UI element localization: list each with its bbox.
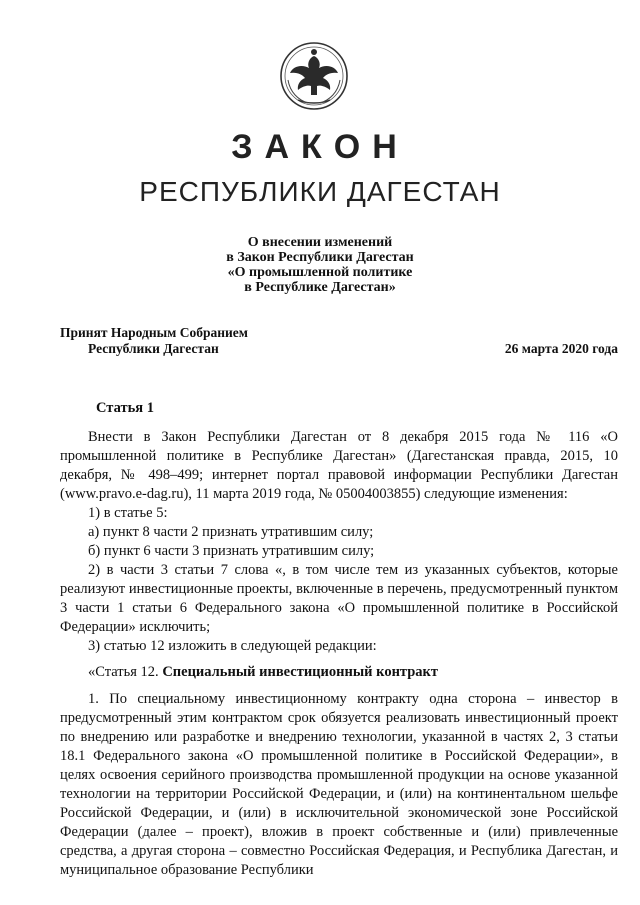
subject-line: в Закон Республики Дагестан [226,250,414,265]
adopted-by [60,325,248,357]
list-item: б) пункт 6 части 3 признать утратившим силу; [88,543,375,559]
law-title: ЗАКОН [231,128,409,166]
adopted-line-2: Республики Дагестан [88,341,219,356]
list-item: 3) статью 12 изложить в следующей редакции: [88,638,377,654]
article-1-intro: Внести в Закон Республики Дагестан от 8 декабря 2015 года № 116 «О промышленной политике в Республике Дагестан» (Дагестанская правда, 2015, 10 декабря, № 498–499; интернет портал правовой информации Республики Дагестан (www.pravo.e-dag.ru), 11 марта 2019 года, № 05004003855) следующие изменения: [60,429,618,502]
article-1-body [60,428,618,880]
dagestan-coat-of-arms-icon [278,40,350,112]
republic-name: РЕСПУБЛИКИ ДАГЕСТАН [139,176,501,207]
list-item: 2) в части 3 статьи 7 слова «, в том числе тем из указанных субъектов, которые реализуют инвестиционные проекты, включенные в перечень, предусмотренный пунктом 3 части 1 статьи 6 Федерального закона «О промышленной политике в Российской Федерации» исключить; [60,562,618,635]
law-subject [0,235,640,295]
subject-line: О внесении изменений [247,235,393,250]
adopted-line-1: Принят Народным Собранием [60,325,248,340]
list-item: 1) в статье 5: [88,505,168,521]
article-12-prefix: «Статья 12. [88,664,159,680]
subject-line: в Республике Дагестан» [244,280,396,295]
article-12-paragraph-1: 1. По специальному инвестиционному контракту одна сторона – инвестор в предусмотренный этим контрактом срок обязуется реализовать инвестиционный проект по внедрению или разработке и внедрению технологии, указанной в частях 2, 3 статьи 18.1 Федерального закона «О промышленной политике в Российской Федерации», в целях освоения серийного производства промышленной продукции на основе указанной технологии на территории Российской Федерации, и (или) на континентальном шельфе Российской Федерации, и (или) в исключительной экономической зоне Российской Федерации (далее – проект), вложив в проект собственные и (или) привлеченные средства, а другая сторона – совместно Российская Федерация, и Республика Дагестан, и муниципальное образование Республики [60,691,618,878]
article-1-heading: Статья 1 [96,400,154,416]
subject-line: «О промышленной политике [227,265,413,280]
adoption-date: 26 марта 2020 года [504,341,618,356]
list-item: а) пункт 8 части 2 признать утратившим силу; [88,524,374,540]
article-12-heading [60,663,618,682]
article-12-title: Специальный инвестиционный контракт [162,664,439,680]
